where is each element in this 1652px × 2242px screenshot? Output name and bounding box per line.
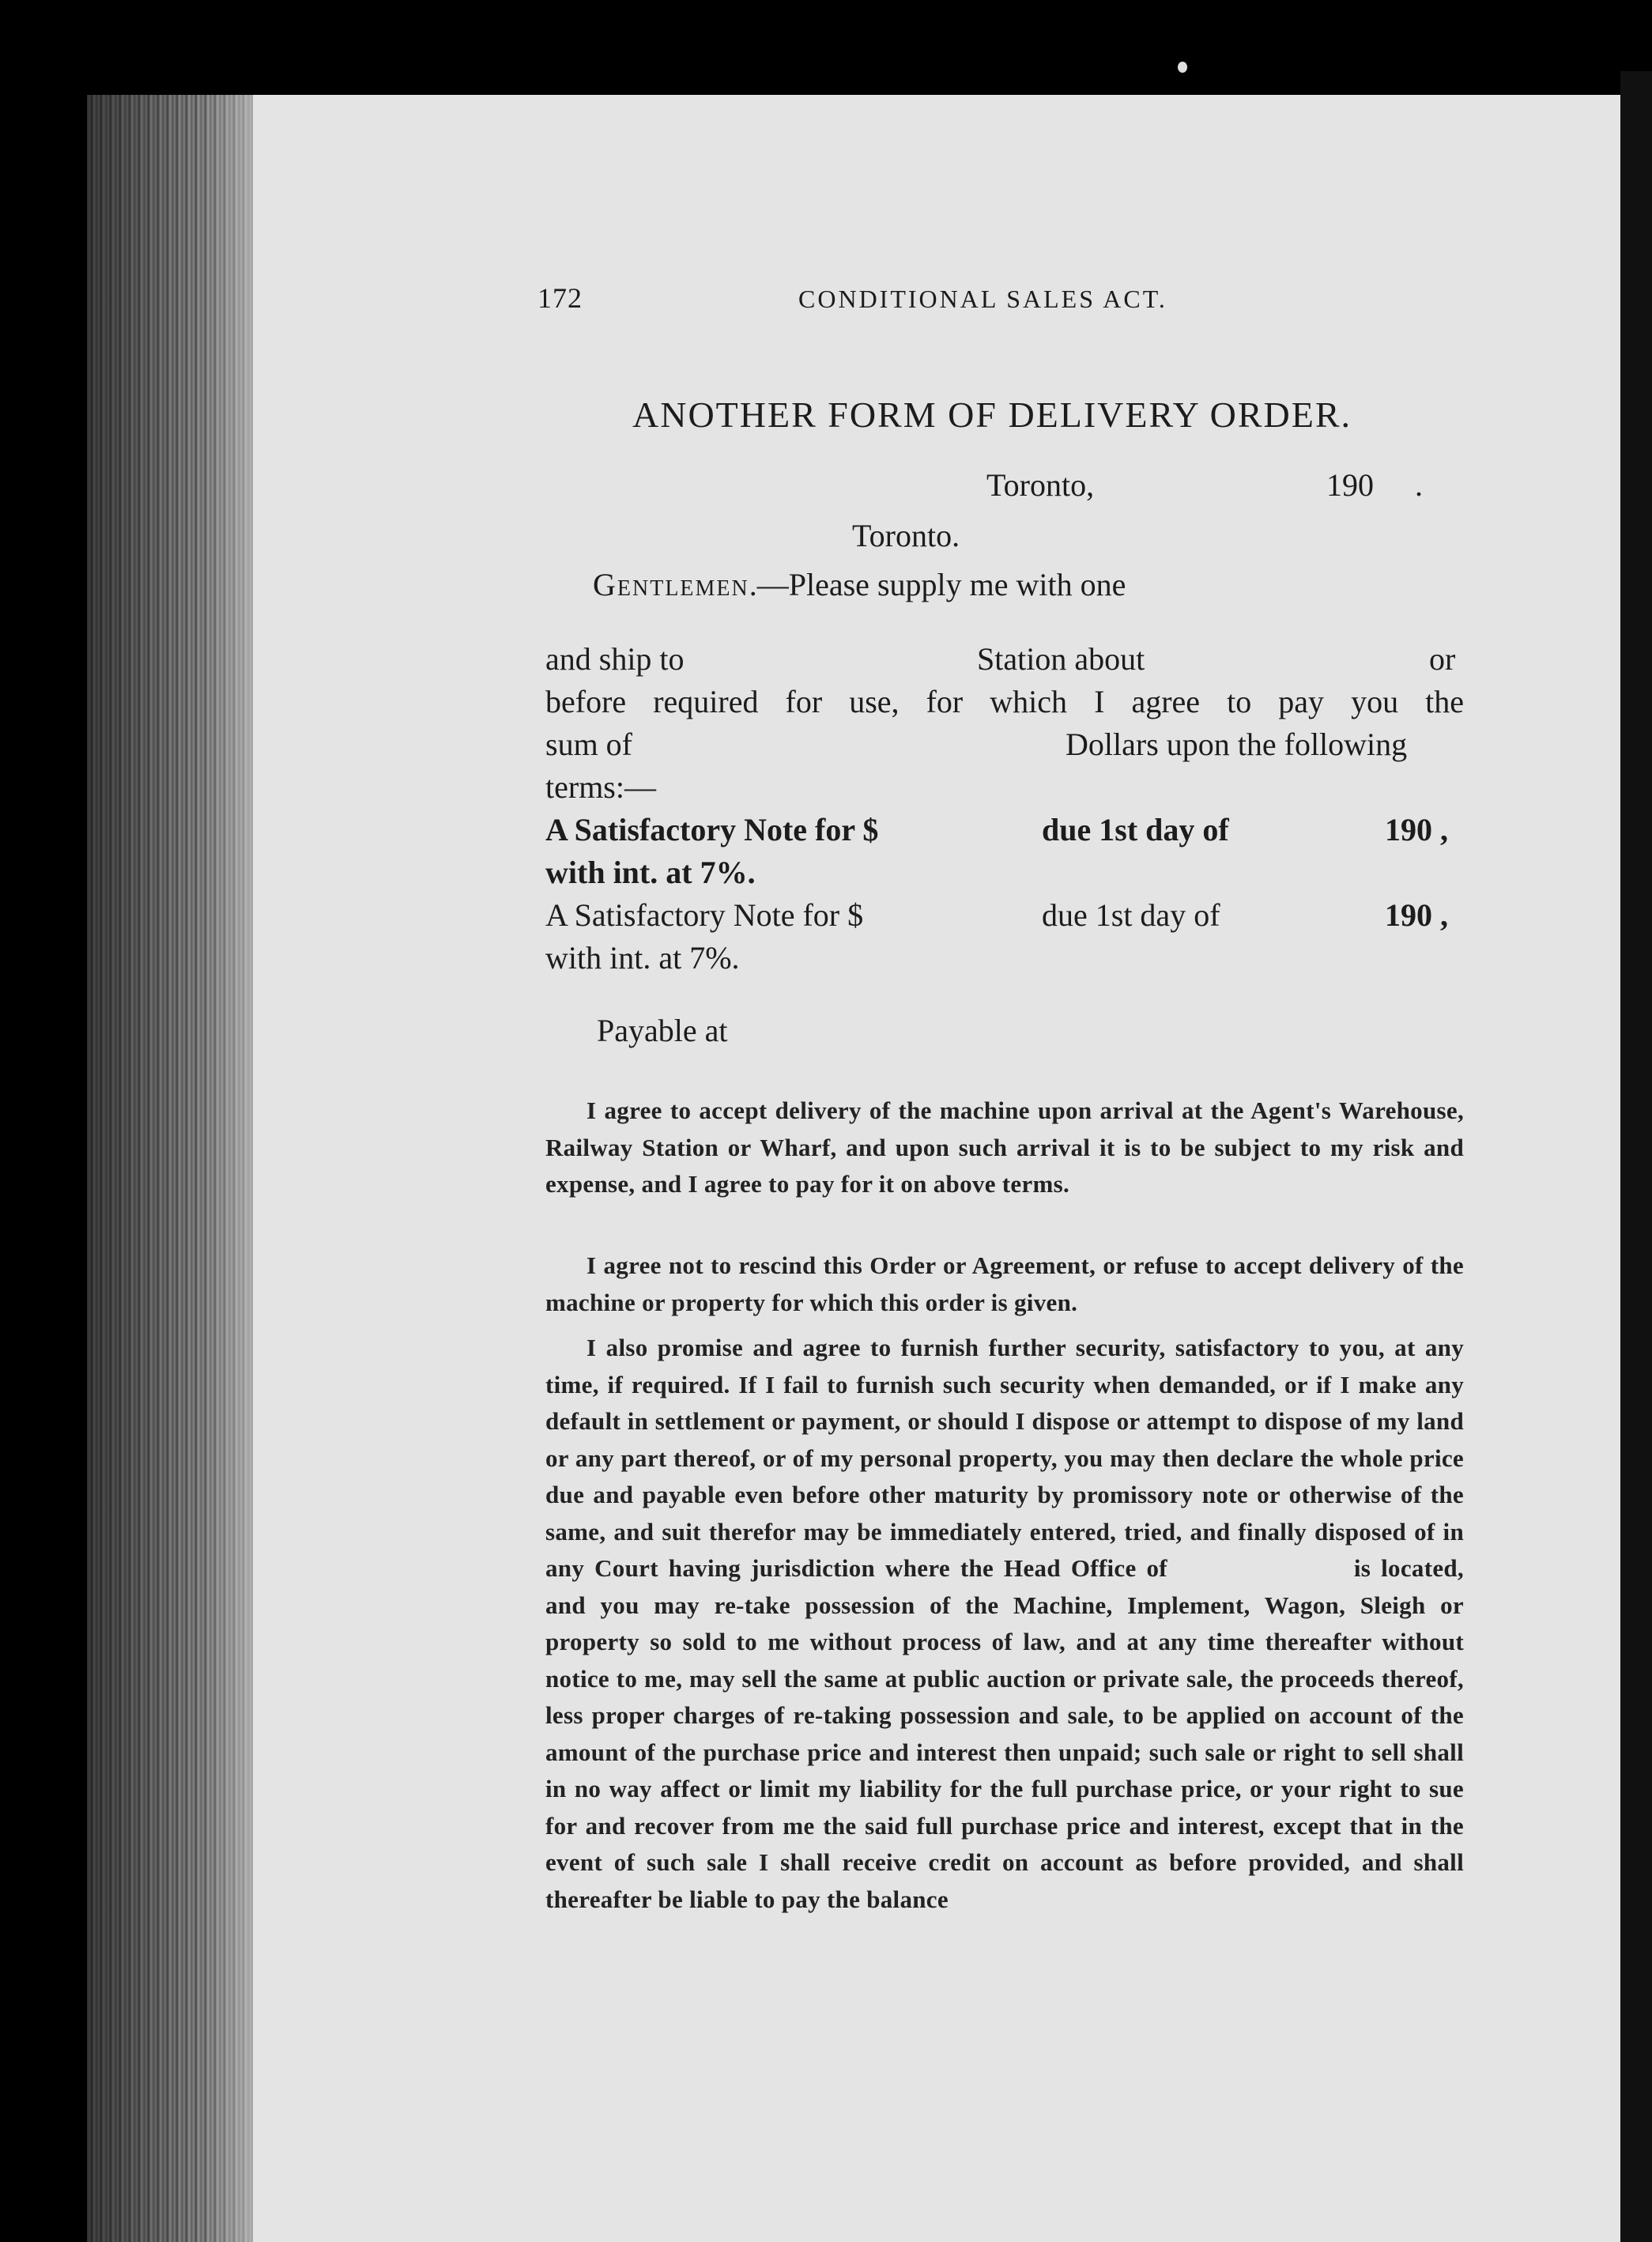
date-year: 190 [1326, 467, 1374, 503]
form-title: ANOTHER FORM OF DELIVERY ORDER. [632, 394, 1352, 435]
date-period: . [1415, 467, 1423, 503]
note-1-interest: with int. at 7%. [545, 855, 756, 890]
note-2-interest: with int. at 7%. [545, 940, 740, 976]
payable-at: Payable at [597, 1013, 728, 1048]
salutation-text: .—Please supply me with one [749, 567, 1126, 602]
order-line-3-a: sum of [545, 727, 632, 762]
security-text-a: I also promise and agree to furnish further security, satisfactory to you, at any time, if required. If I fail to furnish such security when demanded, or if I make any default in settlement or payment, or should I dispose or attempt to dispose of my land or any part thereof, or of my personal property, you may then declare the whole price due and payable even before other maturity by promissory note or otherwise of the same, and suit therefor may be immediately entered, tried, and finally disposed of in any Court having jurisdiction where the Head Office of [545, 1334, 1464, 1582]
note-2-due: due 1st day of [1042, 897, 1220, 933]
date-place: Toronto, [986, 467, 1095, 503]
order-line-1-a: and ship to [545, 641, 685, 677]
paragraph-security [545, 1330, 1464, 1918]
page-edges [87, 95, 253, 2242]
addressee: Toronto. [852, 518, 960, 553]
order-line-3-b: Dollars upon the following [1066, 727, 1408, 762]
note-1-amount: A Satisfactory Note for $ [545, 812, 879, 847]
note-2-year: 190 , [1385, 897, 1448, 933]
facing-page-shadow [1620, 71, 1652, 2242]
running-title: CONDITIONAL SALES ACT. [798, 285, 1167, 313]
order-line-1-b: Station about [977, 641, 1145, 677]
speck [1178, 62, 1187, 73]
order-line-4: terms:— [545, 769, 656, 805]
order-line-2: before required for use, for which I agree to pay you the [545, 684, 1464, 719]
note-1-due: due 1st day of [1042, 812, 1229, 847]
paragraph-no-rescind: I agree not to rescind this Order or Agreement, or refuse to accept delivery of the machine or property for which this order is given. [545, 1251, 1464, 1316]
security-text-b: is located, and you may re-take possession of the Machine, Implement, Wagon, Sleigh or property so sold to me without process of law, and at any time thereafter without notice to me, may sell the same at public auction or private sale, the proceeds thereof, less proper charges of re-taking possession and sale, to be applied on account of the amount of the purchase price and interest then unpaid; such sale or right to sell shall in no way affect or limit my liability for the full purchase price, or your right to sue for and recover from me the said full purchase price and interest, except that in the event of such sale I shall receive credit on account as before provided, and shall thereafter be liable to pay the balance [545, 1554, 1464, 1913]
paragraph-acceptance: I agree to accept delivery of the machine upon arrival at the Agent's Warehouse, Railway Station or Wharf, and upon such arrival it is to be subject to my risk and expense, and I agree to pay for it on above terms. [545, 1096, 1464, 1198]
order-line-1-c: or [1429, 641, 1456, 677]
salutation-word: Gentlemen [593, 567, 749, 602]
salutation [593, 566, 1126, 603]
note-2-amount: A Satisfactory Note for $ [545, 897, 864, 933]
note-1-year: 190 , [1385, 812, 1448, 847]
page-number: 172 [537, 282, 583, 314]
